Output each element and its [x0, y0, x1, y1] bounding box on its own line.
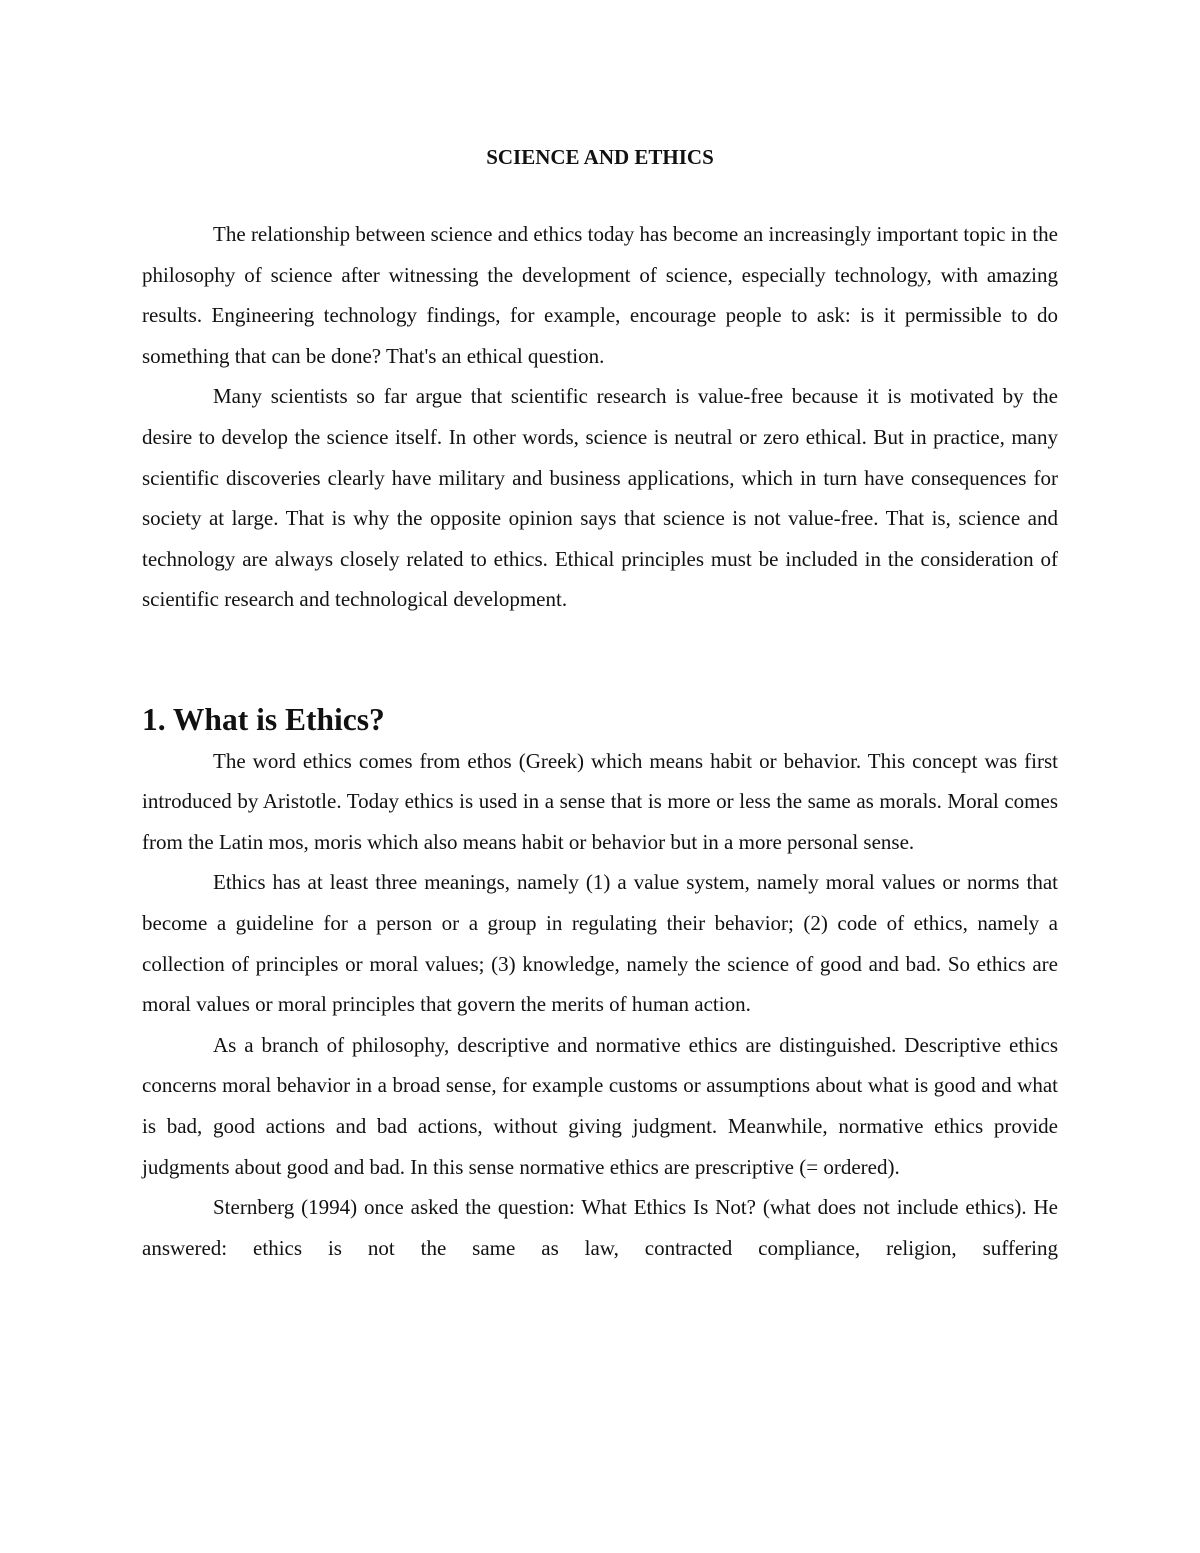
document-title: SCIENCE AND ETHICS: [486, 145, 714, 169]
section-paragraph-3: As a branch of philosophy, descriptive and normative ethics are distinguished. Descriptive ethics concerns moral behavior in a broad sense, for example customs or assumptions about what is good and what is bad, good actions and bad actions, without giving judgment. Meanwhile, normative ethics provide judgments about good and bad. In this sense normative ethics are prescriptive (= ordered).: [142, 1032, 1058, 1179]
section-paragraph-1: The word ethics comes from ethos (Greek) which means habit or behavior. This concept was first introduced by Aristotle. Today ethics is used in a sense that is more or less the same as morals. Moral comes from the Latin mos, moris which also means habit or behavior but in a more personal sense.: [142, 748, 1058, 854]
intro-paragraph-2: Many scientists so far argue that scientific research is value-free because it is motivated by the desire to develop the science itself. In other words, science is neutral or zero ethical. But in practice, many scientific discoveries clearly have military and business applications, which in turn have consequences for society at large. That is why the opposite opinion says that science is not value-free. That is, science and technology are always closely related to ethics. Ethical principles must be included in the consideration of scientific research and technological development.: [142, 384, 1058, 612]
section-what-is-ethics: [142, 700, 1058, 1268]
section-paragraph-2: Ethics has at least three meanings, namely (1) a value system, namely moral values or norms that become a guideline for a person or a group in regulating their behavior; (2) code of ethics, namely a collection of principles or moral values; (3) knowledge, namely the science of good and bad. So ethics are moral values or moral principles that govern the merits of human action.: [142, 870, 1058, 1017]
document-page: [142, 0, 1058, 1553]
section-paragraph-4: Sternberg (1994) once asked the question: What Ethics Is Not? (what does not include ethics). He answered: ethics is not the same as law, contracted compliance, religion, suffering: [142, 1195, 1058, 1260]
intro-paragraph-1: The relationship between science and ethics today has become an increasingly important topic in the philosophy of science after witnessing the development of science, especially technology, with amazing results. Engineering technology findings, for example, encourage people to ask: is it permissible to do something that can be done? That's an ethical question.: [142, 222, 1058, 368]
section-heading: 1. What is Ethics?: [142, 702, 385, 737]
intro-section: [142, 214, 1058, 620]
